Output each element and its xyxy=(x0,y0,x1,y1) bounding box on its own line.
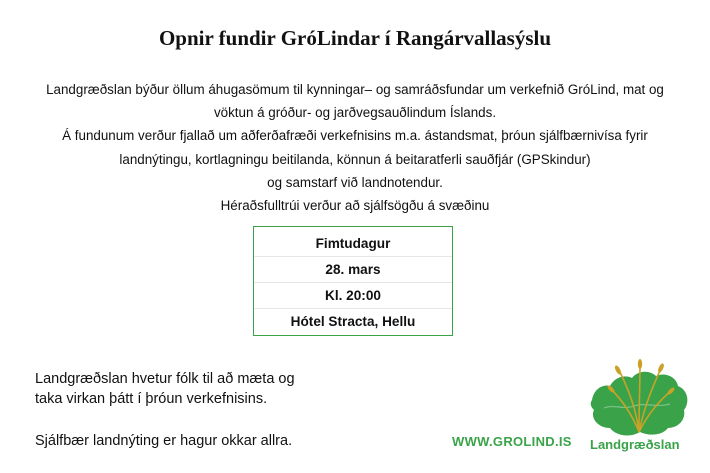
event-details-box xyxy=(253,226,453,336)
intro-line: Héraðsfulltrúi verður að sjálfsögðu á svæðinu xyxy=(220,198,490,214)
closing-line: Sjálfbær landnýting er hagur okkar allra. xyxy=(35,433,293,449)
event-time: Kl. 20:00 xyxy=(254,283,452,309)
intro-text xyxy=(20,78,690,217)
event-location: Hótel Stracta, Hellu xyxy=(290,314,416,329)
event-day: Fimtudagur xyxy=(254,231,452,257)
closing-line: Landgræðslan hvetur fólk til að mæta og xyxy=(35,371,295,387)
logo-wordmark: Landgræðslan xyxy=(590,437,680,452)
intro-line: Landgræðslan býður öllum áhugasömum til kynningar– og samráðsfundar um verkefnið GróLind, mat og xyxy=(46,82,664,97)
closing-text xyxy=(35,369,295,451)
intro-line: Á fundunum verður fjallað um aðferðafræði verkefnisins m.a. ástandsmat, þróun sjálfbærnivísa fyrir xyxy=(62,128,648,144)
intro-line: landnýtingu, kortlagningu beitilanda, könnun á beitaratferli sauðfjár (GPSkindur) xyxy=(119,151,591,167)
intro-line: vöktun á gróður- og jarðvegsauðlindum Íslands. xyxy=(213,105,497,121)
intro-line: og samstarf við landnotendur. xyxy=(267,174,443,190)
event-date: 28. mars xyxy=(254,257,452,283)
website-link[interactable]: WWW.GROLIND.IS xyxy=(452,434,572,449)
page-title: Opnir fundir GróLindar í Rangárvallasýslu xyxy=(158,26,552,50)
closing-line: taka virkan þátt í þróun verkefnisins. xyxy=(35,391,268,407)
